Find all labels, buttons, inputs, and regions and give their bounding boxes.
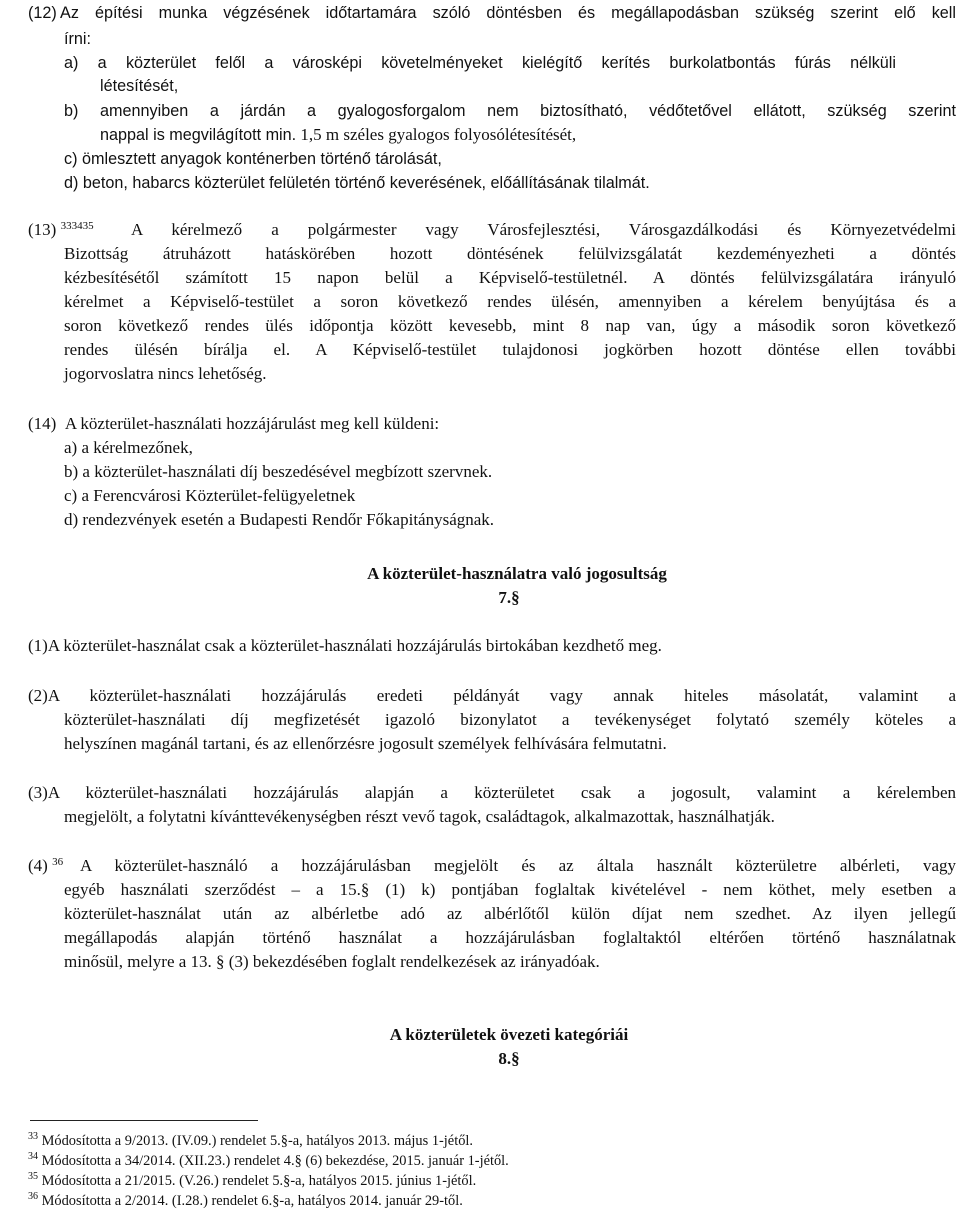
- section-7-para-2-line-3: helyszínen magánál tartani, és az ellenőrzésre jogosult személyek felhívására felmutatni.: [64, 734, 667, 753]
- para-12-item-a-line-2: létesítését,: [100, 77, 179, 95]
- para-13-number: [28, 219, 94, 241]
- section-7-para-4-line-5: minősül, melyre a 13. § (3) bekezdésében foglalt rendelkezések az irányadóak.: [64, 952, 600, 971]
- para-12-item-c: c) ömlesztett anyagok konténerben történő tárolását,: [64, 150, 442, 168]
- para-12-item-b-line-1: b) amennyiben a járdán a gyalogosforgalom nem biztosítható, védőtetővel ellátott, szükség szerint: [64, 102, 956, 120]
- para-13-line-3: kézbesítésétől számított 15 napon belül a Képviselő-testületnél. A döntés felülvizsgálatára irányuló: [64, 268, 956, 287]
- para-12-item-b-line-2b: 1,5 m széles gyalogos folyosólétesítését,: [296, 125, 577, 144]
- para-12-item-b-line-2a: nappal is megvilágított min.: [100, 126, 297, 144]
- footnote-36-text: Módosította a 2/2014. (I.28.) rendelet 6.§-a, hatályos 2014. január 29-től.: [41, 1193, 463, 1209]
- section-7-para-4-number: [28, 855, 63, 877]
- para-13-line-5: soron következő rendes ülés időpontja között kevesebb, mint 8 nap van, úgy a második soron következő: [64, 316, 956, 335]
- section-7-number: 7.§: [498, 588, 520, 607]
- section-7-para-2-line-1: (2)A közterület-használati hozzájárulás eredeti példányát vagy annak hiteles másolatát, valamint a: [28, 686, 956, 705]
- para-12-line-2: írni:: [64, 30, 91, 48]
- para-13-line-2: Bizottság átruházott hatáskörében hozott döntésének felülvizsgálatát kezdeményezheti a döntés: [64, 244, 956, 263]
- para-14-item-a: a) a kérelmezőnek,: [64, 438, 193, 457]
- section-7-para-3-line-1: (3)A közterület-használati hozzájárulás alapján a közterületet csak a jogosult, valamint a kérelemben: [28, 783, 956, 802]
- para-14-item-b: b) a közterület-használati díj beszedésével megbízott szervnek.: [64, 462, 493, 481]
- para-13-line-4: kérelmet a Képviselő-testület a soron következő rendes ülésén, amennyiben a kérelem benyújtása és a: [64, 292, 956, 311]
- section-7-para-1: (1)A közterület-használat csak a közterület-használati hozzájárulás birtokában kezdhető meg.: [28, 636, 662, 655]
- para-13-footnote-ref: 333435: [60, 220, 94, 232]
- footnote-34-number: 34: [28, 1151, 38, 1162]
- footnote-33-number: 33: [28, 1131, 38, 1142]
- section-8-number: 8.§: [498, 1049, 520, 1068]
- section-7-para-4-line-4: megállapodás alapján történő használat a hozzájárulásban foglaltaktól eltérően történő használatnak: [64, 928, 956, 947]
- footnote-35-text: Módosította a 21/2015. (V.26.) rendelet 5.§-a, hatályos 2015. június 1-jétől.: [41, 1173, 477, 1189]
- section-7-para-4-num: (4): [28, 856, 48, 875]
- footnote-separator: [30, 1120, 258, 1121]
- para-14-item-d: d) rendezvények esetén a Budapesti Rendőr Főkapitányságnak.: [64, 510, 495, 529]
- section-7-para-3-line-2: megjelölt, a folytatni kívánttevékenységben részt vevő tagok, családtagok, alkalmazottak, használhatják.: [64, 807, 775, 826]
- para-14-item-c: c) a Ferencvárosi Közterület-felügyeletnek: [64, 486, 356, 505]
- section-7-para-4-footnote-ref: 36: [52, 856, 64, 868]
- section-7-para-4-line-1: A közterület-használó a hozzájárulásban megjelölt és az általa használt közterületre albérleti, vagy: [80, 856, 956, 875]
- footnote-35-number: 35: [28, 1171, 38, 1182]
- section-7-heading: A közterület-használatra való jogosultság: [367, 564, 667, 583]
- section-7-para-4-line-3: közterület-használat után az albérletbe adó az albérlőtől külön díjat nem szedhet. Az ilyen jellegű: [64, 904, 956, 923]
- footnote-36-number: 36: [28, 1191, 38, 1202]
- para-13-line-6: rendes ülésén bírálja el. A Képviselő-testület tulajdonosi jogkörben hozott döntése ellen további: [64, 340, 956, 359]
- footnote-34: [28, 1152, 509, 1170]
- footnote-34-text: Módosította a 34/2014. (XII.23.) rendelet 4.§ (6) bekezdése, 2015. január 1-jétől.: [41, 1153, 509, 1169]
- para-14-line-1: (14) A közterület-használati hozzájárulást meg kell küldeni:: [28, 414, 440, 433]
- para-12-item-a-line-1: a) a közterület felől a városképi követelményeket kielégítő kerítés burkolatbontás fúrás nélküli: [64, 54, 896, 72]
- footnote-35: [28, 1172, 476, 1190]
- para-12-item-d: d) beton, habarcs közterület felületén történő keverésének, előállításának tilalmát.: [64, 174, 650, 192]
- para-12-line-1: (12) Az építési munka végzésének időtartamára szóló döntésben és megállapodásban szükség szerint elő kell: [28, 4, 956, 22]
- para-13-num: (13): [28, 220, 57, 239]
- section-8-heading: A közterületek övezeti kategóriái: [389, 1025, 629, 1044]
- section-7-para-4-line-2: egyéb használati szerződést – a 15.§ (1) k) pontjában foglaltak kivételével - nem köthet, mely esetben a: [64, 880, 956, 899]
- para-13-line-1: A kérelmező a polgármester vagy Városfejlesztési, Városgazdálkodási és Környezetvédelmi: [131, 220, 956, 239]
- footnote-36: [28, 1192, 463, 1210]
- footnote-33: [28, 1132, 473, 1150]
- para-12-item-b-line-2: [100, 124, 576, 146]
- section-7-para-2-line-2: közterület-használati díj megfizetését igazoló bizonylatot a tevékenységet folytató személy köteles a: [64, 710, 956, 729]
- para-13-line-7: jogorvoslatra nincs lehetőség.: [64, 364, 267, 383]
- footnote-33-text: Módosította a 9/2013. (IV.09.) rendelet 5.§-a, hatályos 2013. május 1-jétől.: [41, 1133, 473, 1149]
